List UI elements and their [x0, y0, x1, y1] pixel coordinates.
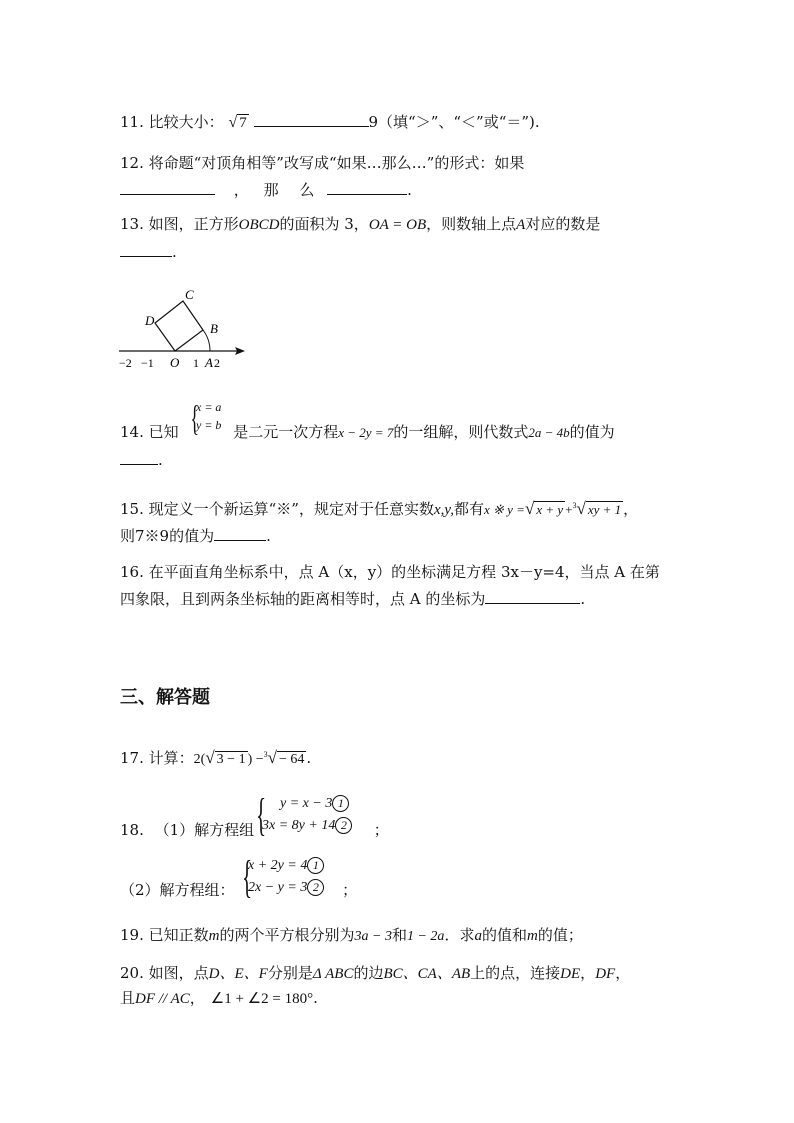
system-brace: {	[256, 789, 267, 840]
question-text-rest: 9（填“＞”、“＜”或“＝”).	[368, 113, 540, 131]
question-12	[120, 153, 524, 173]
question-text: （2）解方程组：	[120, 881, 235, 899]
question-12-line2	[120, 180, 412, 200]
question-text: 已知正数	[148, 926, 209, 944]
answer-blank-then[interactable]	[327, 180, 407, 195]
triangle: Δ ABC	[312, 966, 354, 982]
question-number: 17.	[120, 749, 144, 767]
expression: 2a − 4b	[528, 425, 570, 440]
square-obcd	[155, 301, 203, 351]
answer-blank[interactable]	[485, 589, 580, 604]
question-13-line2	[120, 242, 177, 262]
variables: x,y,	[433, 502, 454, 518]
question-text: 如图，正方形	[148, 215, 239, 233]
tick-label: 1	[193, 356, 199, 370]
circled-number: 1	[332, 795, 349, 812]
question-11	[120, 112, 540, 133]
tick-label: −2	[119, 356, 132, 370]
expression-part: ) −	[247, 752, 264, 767]
question-text: 的面积为 3，	[279, 215, 369, 233]
question-17: 17. 计算：2(√ 3 − 1 ) −$^3$√ − 64 .	[120, 748, 312, 767]
expression: 1 − 2a	[406, 929, 445, 944]
question-20	[120, 963, 630, 984]
question-text: （1）解方程组	[154, 821, 255, 839]
question-20-line2	[120, 988, 318, 1009]
root-index: 3	[572, 501, 577, 510]
period: .	[306, 749, 312, 767]
question-text: ．求	[444, 926, 475, 944]
system-brace: {	[242, 851, 253, 902]
tick-label: −1	[141, 356, 154, 370]
period: .	[313, 989, 318, 1007]
circled-number: 1	[307, 857, 324, 874]
answer-blank[interactable]	[120, 450, 158, 465]
answer-blank[interactable]	[254, 112, 369, 127]
question-13	[120, 214, 600, 235]
circled-number: 2	[307, 879, 324, 896]
question-16-line2	[120, 589, 585, 609]
question-text: 则7※9的值为	[120, 527, 215, 545]
question-19	[120, 925, 583, 947]
question-text: 的两个平方根分别为	[219, 926, 355, 944]
radicand: − 64	[278, 752, 305, 767]
period: .	[580, 590, 586, 608]
sides: BC、CA、AB	[383, 966, 471, 982]
question-15-line2	[120, 526, 271, 546]
number-line-figure	[115, 285, 255, 375]
segment: DE	[560, 966, 581, 982]
question-text: 如图，点	[148, 964, 209, 982]
system-eq-2: 3x = 8y + 14	[262, 818, 336, 833]
question-text: 的值为	[569, 423, 615, 441]
question-text: 在平面直角坐标系中，点 A（x，y）的坐标满足方程 3x－y=4，当点 A 在第	[148, 563, 660, 581]
question-text: 且	[120, 989, 136, 1007]
semicolon: ；	[373, 821, 389, 839]
label-b: B	[210, 321, 218, 336]
angle-statement: ∠1 + ∠2 = 180°	[210, 991, 314, 1007]
system-equations	[196, 398, 221, 434]
answer-blank[interactable]	[120, 242, 172, 257]
question-number: 14.	[120, 423, 144, 441]
system-equations-1	[262, 793, 352, 837]
comma: ，	[189, 989, 205, 1007]
question-text: 已知	[148, 423, 179, 441]
question-text: 是二元一次方程	[233, 423, 339, 441]
expression-part: 2(	[193, 752, 206, 767]
question-text: 的值；	[537, 926, 583, 944]
system-eq-1: x + 2y = 4	[248, 858, 308, 873]
period: .	[266, 527, 271, 545]
then-label: 那 么	[263, 181, 323, 199]
comma: ，	[580, 964, 596, 982]
radicand: x + y	[536, 502, 564, 517]
variable-m: m	[526, 928, 538, 944]
question-number: 20.	[120, 964, 144, 982]
question-text: ，则数轴上点	[426, 215, 517, 233]
comma: ，	[615, 964, 631, 982]
radicand: 3 − 1	[216, 752, 246, 767]
question-text: 计算：	[148, 749, 194, 767]
question-text: 的一组解，则代数式	[393, 423, 529, 441]
question-text: 对应的数是	[525, 215, 601, 233]
operation-lhs: x ※ y =	[484, 502, 525, 517]
question-text: 和	[391, 926, 407, 944]
question-text: 将命题“对顶角相等”改写成“如果…那么…”的形式：如果	[148, 154, 525, 172]
system-brace: {	[190, 398, 199, 438]
question-number: 18.	[120, 821, 144, 839]
sqrt-expression: √ 7	[228, 114, 247, 131]
equation: OA = OB	[368, 217, 427, 233]
question-number: 13.	[120, 215, 144, 233]
system-equations-2	[248, 855, 324, 899]
root-index: 3	[263, 750, 268, 759]
question-text: 现定义一个新运算“※”，规定对于任意实数	[148, 500, 434, 518]
question-16	[120, 562, 660, 582]
points: D、E、F	[208, 966, 268, 982]
question-number: 12.	[120, 154, 144, 172]
segment: DF	[595, 966, 616, 982]
system-eq-1: x = a	[196, 400, 222, 414]
question-text: 的边	[353, 964, 384, 982]
question-number: 15.	[120, 500, 144, 518]
question-text: 四象限，且到两条坐标轴的距离相等时，点 A 的坐标为	[120, 590, 486, 608]
question-text: 都有	[453, 500, 484, 518]
system-eq-2: 2x − y = 3	[248, 880, 308, 895]
tick-label: 2	[214, 356, 220, 370]
question-text: 上的点，连接	[470, 964, 561, 982]
label-c: C	[185, 287, 194, 302]
semicolon: ；	[342, 881, 358, 899]
question-number: 19.	[120, 926, 144, 944]
circled-number: 2	[335, 817, 352, 834]
system-eq-1: y = x − 3	[280, 796, 333, 811]
square-name: OBCD	[238, 217, 280, 233]
question-text: 的值和	[481, 926, 527, 944]
question-15: 15. 现定义一个新运算“※”，规定对于任意实数x,y,都有x ※ y =√ x + y +$^3$√ xy + 1 ，	[120, 499, 639, 518]
question-text: 分别是	[267, 964, 313, 982]
label-o: O	[170, 355, 180, 370]
question-14-line2	[120, 450, 163, 470]
system-eq-2: y = b	[196, 418, 222, 432]
radicand: xy + 1	[587, 502, 622, 517]
comma: ，	[623, 500, 639, 518]
equation: x − 2y = 7	[338, 425, 394, 440]
question-number: 16.	[120, 563, 144, 581]
variable-a: a	[474, 928, 482, 944]
question-text: 比较大小：	[148, 113, 224, 131]
arc	[203, 330, 210, 351]
plus-sign: +	[565, 502, 573, 517]
variable-m: m	[208, 928, 220, 944]
label-d: D	[145, 313, 155, 328]
answer-blank-if[interactable]	[120, 180, 215, 195]
parallel-statement: DF // AC	[135, 991, 190, 1007]
section-heading: 三、解答题	[120, 687, 210, 708]
period: .	[158, 451, 163, 469]
label-a: A	[205, 355, 213, 370]
question-number: 11.	[120, 113, 144, 131]
answer-blank[interactable]	[214, 526, 266, 541]
comma: ，	[233, 181, 249, 199]
period: .	[172, 243, 177, 261]
point-label: A	[516, 217, 526, 233]
period: .	[407, 181, 412, 199]
expression: 3a − 3	[354, 929, 392, 944]
